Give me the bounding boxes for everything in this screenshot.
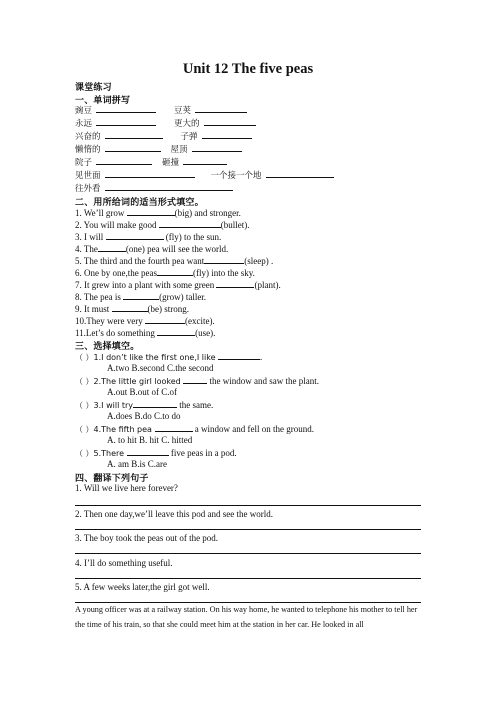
vocab-prompt: 子弹 <box>180 132 198 142</box>
mc-options: A.out B.out of C.of <box>107 387 178 397</box>
fill-text: (plant). <box>254 280 281 290</box>
fill-blank[interactable] <box>145 315 185 324</box>
practice-heading: 课堂练习 <box>75 83 112 93</box>
vocab-row-7 <box>75 182 233 194</box>
fill-item <box>75 231 221 242</box>
section-2-heading: 二、用所给词的适当形式填空。 <box>75 198 204 208</box>
fill-text: (be) strong. <box>147 304 190 314</box>
mc-options: A.does B.do C.to do <box>107 411 181 421</box>
vocab-prompt: 永远 <box>75 119 93 129</box>
mc-blank[interactable] <box>218 351 263 362</box>
vocab-blank[interactable] <box>192 143 242 152</box>
vocab-blank[interactable] <box>202 130 252 139</box>
vocab-prompt: 见世面 <box>75 171 101 181</box>
mc-options: A.two B.second C.the second <box>107 363 214 373</box>
mc-stem: the window and saw the plant. <box>207 376 319 386</box>
fill-blank[interactable] <box>157 267 193 276</box>
answer-line[interactable] <box>75 578 421 579</box>
mc-blank[interactable] <box>155 423 193 432</box>
section-3-heading: 三、选择填空。 <box>75 342 140 352</box>
fill-item <box>75 207 241 218</box>
fill-text: 10.They were very <box>75 316 145 326</box>
fill-item <box>75 327 215 338</box>
mc-question <box>75 375 319 387</box>
fill-blank[interactable] <box>204 255 244 264</box>
fill-text: 5. The third and the fourth pea want <box>75 256 205 266</box>
fill-text: (big) and stronger. <box>174 208 241 218</box>
fill-text: (one) pea will see the world. <box>125 244 229 254</box>
fill-blank[interactable] <box>123 291 159 300</box>
fill-text: (sleep) . <box>244 256 274 266</box>
fill-text: (excite). <box>184 316 215 326</box>
vocab-blank[interactable] <box>105 182 233 191</box>
fill-blank[interactable] <box>216 279 254 288</box>
mc-stem: （ ）3.I will try <box>75 401 133 410</box>
translate-item: 1. Will we live here forever? <box>75 483 178 493</box>
mc-stem: a window and fell on the ground. <box>192 424 314 434</box>
fill-blank[interactable] <box>127 207 175 216</box>
vocab-prompt: 豆荚 <box>174 106 192 116</box>
mc-stem: . <box>260 352 263 362</box>
mc-stem: （ ）2.The little girl looked <box>75 377 184 386</box>
page-title: Unit 12 The five peas <box>182 61 314 77</box>
translate-item: 5. A few weeks later,the girl got well. <box>75 582 210 592</box>
fill-text: 2. You will make good <box>75 220 159 230</box>
fill-blank[interactable] <box>159 219 221 228</box>
translate-item: 4. I’ll do something useful. <box>75 558 173 568</box>
vocab-blank[interactable] <box>266 169 334 178</box>
vocab-prompt: 一个接一个地 <box>210 171 262 181</box>
vocab-prompt: 往外看 <box>75 184 101 194</box>
vocab-row-3 <box>75 130 252 142</box>
mc-blank[interactable] <box>133 399 177 408</box>
translate-item: 2. Then one day,we’ll leave this pod and see the world. <box>75 509 273 519</box>
fill-item <box>75 291 206 302</box>
vocab-row-5 <box>75 156 227 168</box>
mc-blank[interactable] <box>183 375 207 384</box>
fill-text: (bullet). <box>220 220 250 230</box>
mc-stem: five peas in a pod. <box>168 448 237 458</box>
fill-text: 9. It must <box>75 304 112 314</box>
vocab-prompt: 屋顶 <box>170 145 188 155</box>
fill-text: 1. We’ll grow <box>75 208 127 218</box>
vocab-blank[interactable] <box>105 169 195 178</box>
mc-question <box>75 399 213 411</box>
vocab-blank[interactable] <box>105 130 163 139</box>
fill-text: 6. One by one,the peas <box>75 268 157 278</box>
vocab-blank[interactable] <box>183 156 227 165</box>
fill-text: 11.Let’s do something <box>75 328 158 338</box>
section-1-heading: 一、单词拼写 <box>75 96 131 106</box>
mc-blank[interactable] <box>127 447 169 456</box>
mc-stem: （ ）4.The fifth pea <box>75 425 155 434</box>
reading-passage: A young officer was at a railway station. On his way home, he wanted to telephone his mother to tell her the time of his train, so that she could meet him at the station in her car. He looked in all <box>75 605 418 629</box>
answer-line[interactable] <box>75 553 421 554</box>
fill-item <box>75 219 250 230</box>
vocab-blank[interactable] <box>204 117 256 126</box>
answer-line[interactable] <box>75 505 421 506</box>
fill-text: 3. I will <box>75 232 106 242</box>
fill-item <box>75 279 281 290</box>
fill-text: (fly) into the sky. <box>192 268 255 278</box>
vocab-prompt: 兴奋的 <box>75 132 101 142</box>
mc-question <box>75 423 314 435</box>
fill-text: 8. The pea is <box>75 292 124 302</box>
vocab-row-4 <box>75 143 242 155</box>
section-4-heading: 四、翻译下列句子 <box>75 474 149 484</box>
vocab-row-1 <box>75 104 247 116</box>
answer-line[interactable] <box>75 529 421 530</box>
mc-stem: the same. <box>177 400 214 410</box>
vocab-blank[interactable] <box>96 117 156 126</box>
mc-options: A. to hit B. hit C. hitted <box>107 435 193 445</box>
vocab-prompt: 砸撞 <box>162 158 180 168</box>
fill-text: (grow) taller. <box>159 292 207 302</box>
fill-blank[interactable] <box>106 231 164 240</box>
fill-item <box>75 267 255 278</box>
fill-blank[interactable] <box>157 327 195 336</box>
fill-text: (fly) to the sun. <box>163 232 222 242</box>
fill-blank[interactable] <box>112 303 148 312</box>
fill-item <box>75 243 228 254</box>
mc-options: A. am B.is C.are <box>107 459 167 469</box>
mc-question <box>75 447 237 459</box>
fill-text: 4. The <box>75 244 98 254</box>
fill-blank[interactable] <box>98 243 126 252</box>
fill-item <box>75 303 189 314</box>
vocab-blank[interactable] <box>96 156 152 165</box>
mc-stem: （ ）1.I don’t like the first one,I like <box>75 353 219 362</box>
fill-text: 7. It grew into a plant with some green <box>75 280 217 290</box>
vocab-blank[interactable] <box>96 104 156 113</box>
fill-item <box>75 255 273 266</box>
mc-question <box>75 351 262 363</box>
mc-stem: （ ）5.There <box>75 449 127 458</box>
vocab-blank[interactable] <box>105 143 161 152</box>
vocab-prompt: 懒惰的 <box>75 145 101 155</box>
fill-text: (use). <box>195 328 216 338</box>
vocab-prompt: 豌豆 <box>75 106 93 116</box>
translate-item: 3. The boy took the peas out of the pod. <box>75 533 219 543</box>
vocab-row-2 <box>75 117 256 129</box>
vocab-blank[interactable] <box>195 104 247 113</box>
vocab-row-6 <box>75 169 334 181</box>
fill-item <box>75 315 215 326</box>
vocab-prompt: 院子 <box>75 158 93 168</box>
vocab-prompt: 更大的 <box>174 119 200 129</box>
